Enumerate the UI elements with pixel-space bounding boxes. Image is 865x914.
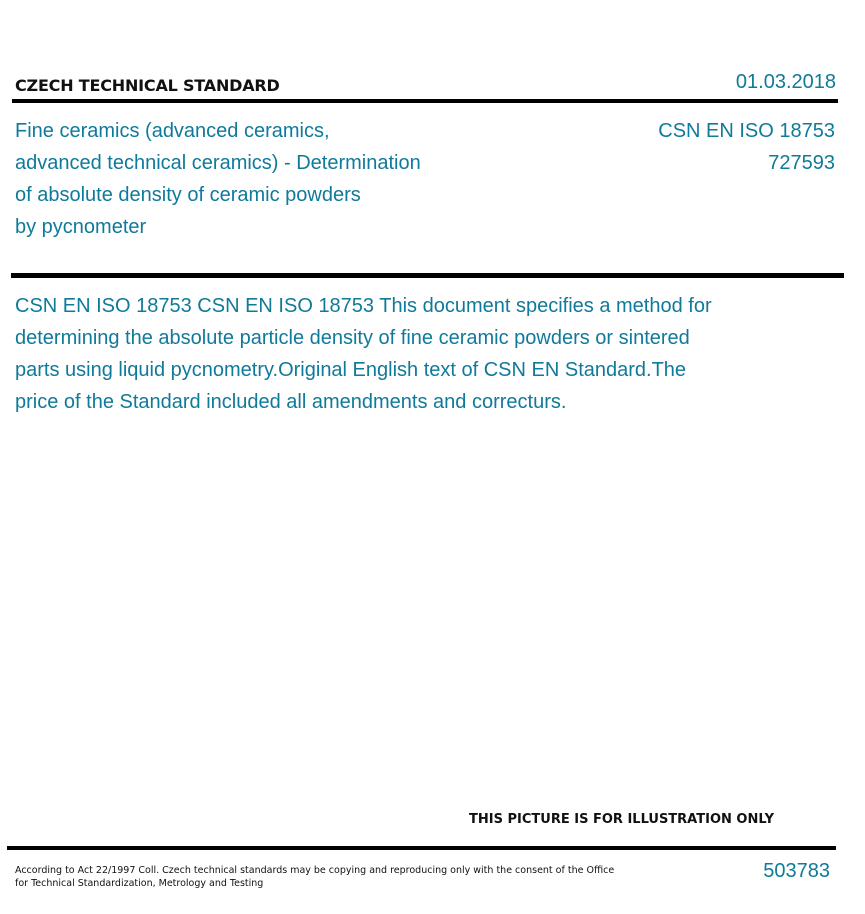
standard-description	[15, 290, 815, 418]
class-number: 727593	[768, 152, 835, 174]
description-line: determining the absolute particle density of fine ceramic powders or sintered	[15, 327, 690, 349]
legal-line: According to Act 22/1997 Coll. Czech technical standards may be copying and reproducing only with the consent of the Office	[15, 865, 615, 876]
catalog-number: 503783	[763, 860, 830, 882]
illustration-note: THIS PICTURE IS FOR ILLUSTRATION ONLY	[469, 812, 774, 827]
publication-date: 01.03.2018	[735, 71, 836, 93]
title-divider	[11, 273, 844, 278]
standard-type-label: CZECH TECHNICAL STANDARD	[15, 76, 280, 95]
title-line: by pycnometer	[15, 216, 147, 238]
title-line: Fine ceramics (advanced ceramics,	[15, 120, 330, 142]
legal-line: for Technical Standardization, Metrology and Testing	[15, 878, 264, 889]
standard-title	[15, 115, 475, 243]
description-line: price of the Standard included all amendments and correcturs.	[15, 391, 567, 413]
title-line: of absolute density of ceramic powders	[15, 184, 361, 206]
standard-code-block	[658, 115, 835, 179]
title-line: advanced technical ceramics) - Determination	[15, 152, 421, 174]
footer-divider	[7, 846, 836, 850]
standard-code: CSN EN ISO 18753	[658, 120, 835, 142]
header-divider	[12, 99, 838, 103]
legal-notice	[15, 864, 614, 890]
description-line: CSN EN ISO 18753 CSN EN ISO 18753 This document specifies a method for	[15, 295, 712, 317]
description-line: parts using liquid pycnometry.Original English text of CSN EN Standard.The	[15, 359, 687, 381]
